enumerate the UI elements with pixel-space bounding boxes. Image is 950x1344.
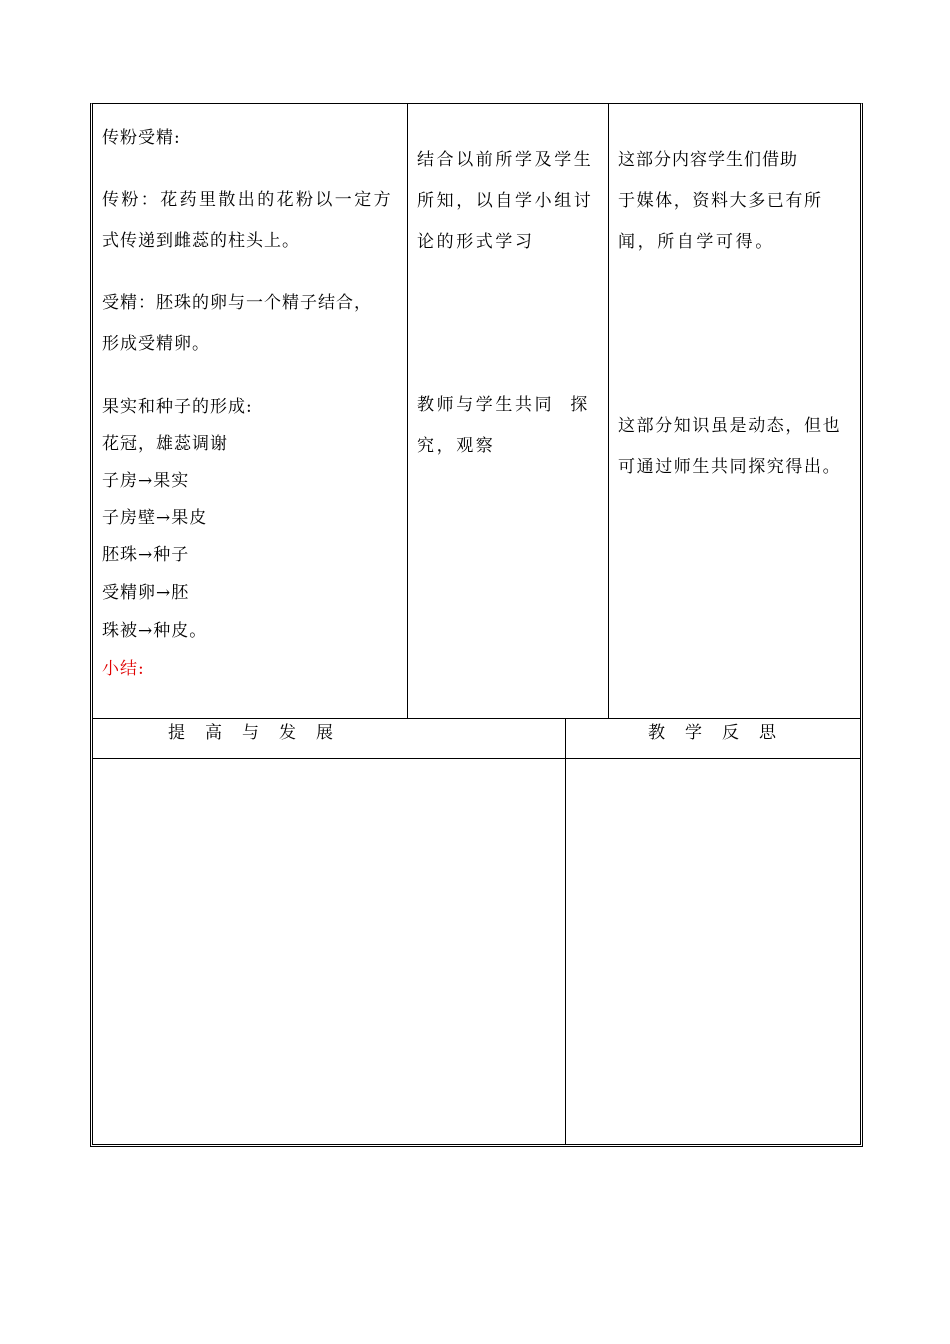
column-divider-1 bbox=[407, 103, 408, 718]
improvement-header: 提高与发展 bbox=[168, 723, 353, 743]
column-divider-lower bbox=[565, 718, 566, 1144]
list-item: 子房壁→果皮 bbox=[102, 508, 208, 528]
method-note-1-line: 结合以前所学及学生 bbox=[417, 150, 594, 170]
improvement-area bbox=[94, 760, 564, 1143]
list-item: 胚珠→种子 bbox=[102, 545, 190, 565]
fruit-seed-heading: 果实和种子的形成: bbox=[102, 397, 253, 417]
design-note-2-line: 可通过师生共同探究得出。 bbox=[618, 457, 842, 477]
method-note-1 bbox=[417, 140, 593, 263]
method-note-1-line: 所知，以自学小组讨 bbox=[417, 191, 594, 211]
method-note-2 bbox=[417, 385, 590, 467]
design-note-1 bbox=[618, 140, 823, 263]
list-item: 子房→果实 bbox=[102, 471, 190, 491]
design-note-2 bbox=[618, 406, 841, 488]
row-divider-2 bbox=[93, 758, 860, 759]
design-note-1-line: 于媒体，资料大多已有所 bbox=[618, 191, 823, 211]
pollination-definition-line1: 传粉：花药里散出的花粉以一定方 bbox=[102, 190, 393, 210]
row-divider-1 bbox=[93, 718, 860, 719]
fertilization-definition-line2: 形成受精卵。 bbox=[102, 334, 210, 354]
list-item: 珠被→种皮。 bbox=[102, 621, 208, 641]
reflection-header: 教学反思 bbox=[648, 723, 796, 743]
method-note-2-line: 教师与学生共同 探 bbox=[417, 395, 590, 415]
method-note-2-line: 究，观察 bbox=[417, 436, 496, 456]
list-item: 花冠，雄蕊调谢 bbox=[102, 434, 228, 454]
fertilization-definition-line1: 受精：胚珠的卵与一个精子结合， bbox=[102, 293, 372, 313]
pollination-definition-line2: 式传递到雌蕊的柱头上。 bbox=[102, 231, 300, 251]
reflection-area bbox=[567, 760, 859, 1143]
list-item: 受精卵→胚 bbox=[102, 583, 190, 603]
design-note-2-line: 这部分知识虽是动态，但也 bbox=[618, 416, 842, 436]
summary-label: 小结: bbox=[102, 659, 145, 679]
design-note-1-line: 这部分内容学生们借助 bbox=[618, 150, 798, 170]
design-note-1-line: 闻，所自学可得。 bbox=[618, 232, 775, 252]
column-divider-2 bbox=[608, 103, 609, 718]
pollination-heading: 传粉受精: bbox=[102, 128, 181, 148]
method-note-1-line: 论的形式学习 bbox=[417, 232, 535, 252]
